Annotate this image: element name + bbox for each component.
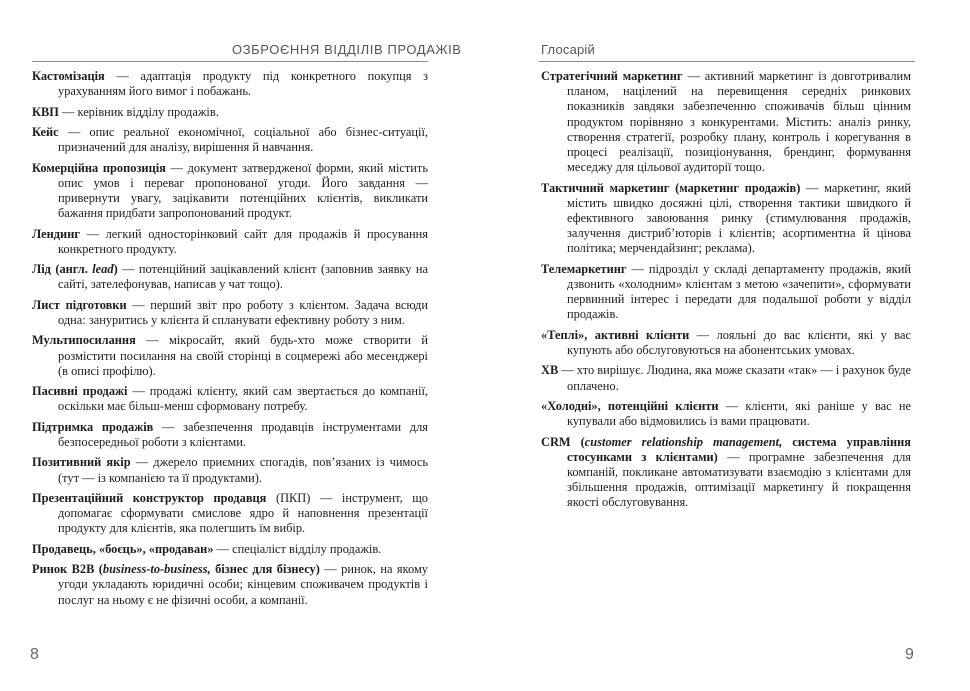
glossary-term: Кейс — [32, 124, 59, 139]
running-head: ОЗБРОЄННЯ ВІДДІЛІВ ПРОДАЖІВ — [232, 42, 462, 57]
glossary-term: Позитивний якір — [32, 455, 131, 470]
glossary-definition: — керівник відділу продажів. — [58, 104, 219, 119]
glossary-entry — [32, 161, 428, 222]
glossary-definition: — опис реальної економічної, соціальної або бізнес-ситуації, призначений для аналізу, вирішення й навчання. — [58, 124, 428, 155]
glossary-entry — [32, 384, 428, 414]
glossary-term: Презентаційний конструктор продавця — [32, 490, 267, 505]
glossary-definition: — джерело приємних спогадів, пов’язаних із чимось (тут — із компанією та її продуктами). — [58, 455, 428, 485]
glossary-term: Мультипосилання — [32, 333, 136, 348]
glossary-term: Пасивні продажі — [32, 384, 128, 399]
glossary-term: Комерційна пропозиція — [32, 160, 166, 175]
glossary-entry — [32, 262, 428, 292]
glossary-term: ) — [113, 262, 118, 277]
glossary-entry — [32, 105, 428, 120]
glossary-definition: — програмне забезпечення для компаній, покликане автоматизувати взаємодію з клієнтами для збільшення продажів, оптимізації маркетингу й покращення якості обслуговування. — [567, 449, 911, 510]
glossary-definition: — маркетинг, який містить швидко досяжні цілі, створення тактики швидкого й ефективного завоювання ринку (стимулювання продажів, залучення дистриб’юторів і клієнтів; асортиментна й цінова політика; мерчендайзинг; реклама). — [567, 180, 911, 256]
glossary-term: Продавець, «боєць», «продаван» — [32, 541, 214, 556]
glossary-term: «Теплі», активні клієнти — [541, 327, 690, 342]
glossary-definition: — ринок, на якому угоди укладають юридичні особи; кінцевим споживачем продуктів і послуг на ньому є не фізичні особи, а компанії. — [58, 562, 428, 607]
glossary-entry — [541, 399, 911, 429]
page-number: 8 — [30, 646, 39, 663]
glossary-entry — [32, 562, 428, 608]
glossary-entry — [541, 328, 911, 358]
glossary-definition: — потенційний зацікавлений клієнт (заповнив заявку на сайті, зателефонував, написав у чат тощо). — [58, 262, 428, 292]
glossary-term: Лід (англ. — [32, 262, 93, 277]
glossary-entry — [541, 435, 911, 511]
glossary-term: Стратегічний маркетинг — [541, 69, 683, 83]
glossary-term: Ринок B2B ( — [32, 562, 103, 577]
header-rule — [539, 61, 915, 62]
glossary-term: «Холодні», потенційні клієнти — [541, 399, 719, 413]
glossary-entry — [32, 227, 428, 257]
glossary-term: Телемаркетинг — [541, 261, 627, 276]
glossary-definition: — адаптація продукту під конкретного покупця з урахуванням його вимог і побажань. — [58, 69, 428, 99]
glossary-definition: — клієнти, які раніше у вас не купували або відмовились із вами працювати. — [567, 399, 912, 429]
glossary-entry — [541, 363, 911, 393]
glossary-entry — [32, 455, 428, 485]
glossary-definition: — забезпечення продавців інструментами для безпосередньої роботи з клієнтами. — [58, 419, 428, 449]
glossary-term: business-to-business, — [102, 562, 211, 577]
header-rule — [32, 61, 428, 62]
glossary-entry — [32, 298, 428, 328]
right-page — [485, 0, 970, 691]
glossary-term: lead — [92, 262, 114, 277]
glossary-term: Лендинг — [32, 226, 80, 241]
glossary-definition: — лояльні до вас клієнти, які у вас купують або обслуговуються на абонентських умовах. — [567, 327, 911, 358]
glossary-definition: — документ затвердженої форми, який містить опис умов і переваг пропонованої угоди. Його завдання — привернути увагу, зацікавити потенційних клієнтів, викликати бажання придбати запропонований продукт. — [58, 160, 428, 221]
glossary-term: система управління стосунками з клієнтами) — [567, 434, 911, 464]
glossary-entry — [32, 491, 428, 537]
glossary-definition: — продажі клієнту, який сам звертається до компанії, оскільки має більш-менш сформовану потребу. — [58, 384, 428, 414]
glossary-term: Тактичний маркетинг (маркетинг продажів) — [541, 180, 801, 195]
glossary-term: Лист підготовки — [32, 297, 127, 312]
glossary-entry — [32, 333, 428, 379]
glossary-definition: — мікросайт, який будь-хто може створити й розмістити посилання на своїй сторінці в соцмережі або месенджері (в описі профілю). — [58, 333, 428, 378]
glossary-term: ХВ — [541, 363, 559, 378]
glossary-entries — [541, 69, 911, 516]
glossary-entry — [32, 420, 428, 450]
glossary-term: бізнес для бізнесу) — [210, 562, 320, 577]
glossary-definition: — підрозділ у складі департаменту продажів, який дзвонить «холодним» клієнтам з метою «зачепити», сформувати первинний інтерес і передати для подальшої роботи у відділ продажів. — [567, 261, 911, 322]
glossary-entry — [32, 125, 428, 155]
glossary-entry — [32, 69, 428, 99]
glossary-term: КВП — [32, 104, 59, 119]
page-number: 9 — [905, 646, 914, 663]
glossary-entry — [541, 181, 911, 257]
glossary-definition: — легкий односторінковий сайт для продажів й просування конкретного продукту. — [58, 226, 428, 256]
glossary-term: customer relationship management, — [584, 434, 783, 449]
running-head: Глосарій — [541, 42, 595, 57]
glossary-term: CRM ( — [541, 434, 585, 449]
glossary-definition: — спеціаліст відділу продажів. — [213, 541, 382, 556]
glossary-entry — [541, 69, 911, 175]
glossary-definition: — перший звіт про роботу з клієнтом. Задача всюди одна: зануритись у клієнта й спланувати ефективну роботу з ним. — [58, 297, 428, 327]
glossary-definition: — хто вирішує. Людина, яка може сказати «так» — і рахунок буде оплачено. — [558, 363, 912, 393]
glossary-definition: (ПКП) — інструмент, що допомагає сформувати смислове ядро й наповнення презентації продукту для клієнтів, яка полегшить їм вибір. — [58, 490, 428, 536]
glossary-definition: — активний маркетинг із довготривалим планом, націлений на перевищення середніх ринкових показників завдяки забезпеченню споживачів більш цінним продуктом порівняно з конкурентами. Містить: аналіз ринку, створення стратегії, розробку плану, контроль і корегування в процесі реалізації, позиціонування, брендинг, формування меседжу для цільової аудиторії тощо. — [567, 69, 911, 175]
glossary-entries — [32, 69, 428, 613]
glossary-entry — [32, 542, 428, 557]
glossary-entry — [541, 262, 911, 323]
glossary-term: Підтримка продажів — [32, 419, 154, 434]
glossary-term: Кастомізація — [32, 69, 105, 83]
